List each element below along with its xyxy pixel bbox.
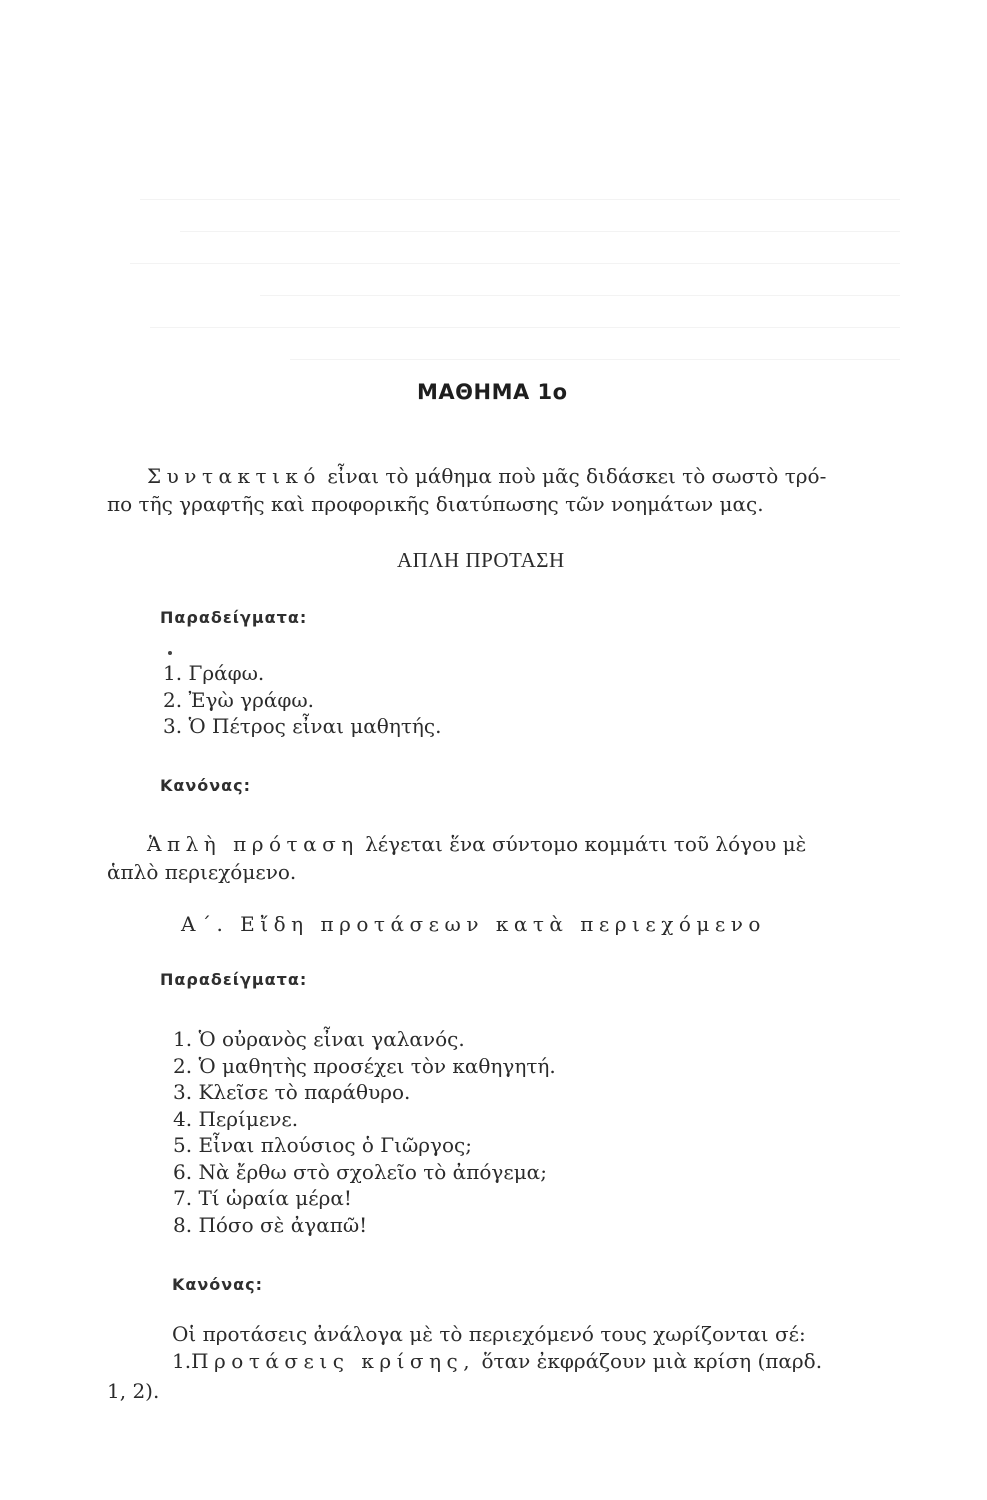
- list-item: [173, 1026, 556, 1053]
- list-item: [173, 1185, 556, 1212]
- rule-1-lead-word: Ἁπλὴ πρόταση: [147, 832, 359, 856]
- item-text: Πόσο σὲ ἀγαπῶ!: [198, 1212, 368, 1237]
- item-text: Εἶναι πλούσιος ὁ Γιῶργος;: [198, 1133, 472, 1157]
- examples-label-2: Παραδείγματα:: [160, 970, 308, 989]
- list-item: [163, 713, 441, 740]
- item-number: 3.: [163, 714, 183, 738]
- item-text: Γράφω.: [188, 661, 265, 685]
- rule-2-line-1: Οἱ προτάσεις ἀνάλογα μὲ τὸ περιεχόμενό τους χωρίζονται σέ:: [172, 1322, 806, 1346]
- subsection-heading: Α΄. Εἴδη προτάσεων κατὰ περιεχόμενο: [181, 912, 766, 936]
- item-number: 4.: [173, 1106, 193, 1131]
- item-number: 2.: [163, 687, 183, 712]
- rule-1-line-1-rest: λέγεται ἕνα σύντομο κομμάτι τοῦ λόγου μὲ: [365, 832, 807, 856]
- rule-1-line-1: [147, 830, 806, 858]
- rule-2-item-lead: Προτάσεις κρίσης,: [191, 1349, 476, 1373]
- item-number: 1.: [163, 661, 183, 685]
- item-text: Ὁ Πέτρος εἶναι μαθητής.: [188, 714, 442, 738]
- intro-line-1-rest: εἶναι τὸ μάθημα ποὺ μᾶς διδάσκει τὸ σωστὸ τρό-: [327, 464, 827, 488]
- item-number: 2.: [173, 1053, 193, 1078]
- list-item: [163, 660, 441, 687]
- examples-list-1: [163, 660, 441, 740]
- rule-2-item: [172, 1347, 822, 1375]
- rule-2-item-rest: ὅταν ἐκφράζουν μιὰ κρίση (παρδ.: [481, 1349, 823, 1373]
- item-text: Ἐγὼ γράφω.: [188, 687, 315, 712]
- list-item: [173, 1212, 556, 1239]
- examples-label-1: Παραδείγματα:: [160, 608, 308, 627]
- item-text: Περίμενε.: [198, 1106, 299, 1131]
- list-item: [173, 1159, 556, 1186]
- rule-label-2: Κανόνας:: [172, 1275, 264, 1294]
- list-item: [173, 1132, 556, 1159]
- rule-2-item-number: 1.: [172, 1349, 192, 1373]
- item-number: 6.: [173, 1159, 193, 1184]
- examples-list-2: [173, 1026, 556, 1238]
- rule-label-1: Κανόνας:: [160, 776, 252, 795]
- item-number: 7.: [173, 1186, 193, 1210]
- rule-1-line-2: ἁπλὸ περιεχόμενο.: [107, 860, 297, 884]
- item-text: Ὁ οὐρανὸς εἶναι γαλανός.: [198, 1027, 465, 1051]
- list-item: [173, 1106, 556, 1133]
- item-number: 5.: [173, 1133, 193, 1157]
- list-item: [173, 1053, 556, 1080]
- item-number: 8.: [173, 1212, 193, 1237]
- item-text: Ὁ μαθητὴς προσέχει τὸν καθηγητή.: [198, 1053, 556, 1078]
- intro-lead-word: Συντακτικό: [147, 464, 321, 488]
- item-number: 3.: [173, 1080, 193, 1104]
- lesson-title: ΜΑΘΗΜΑ 1ο: [417, 380, 568, 404]
- intro-line-1: [147, 462, 826, 490]
- item-number: 1.: [173, 1027, 193, 1051]
- rule-2-item-continuation: 1, 2).: [107, 1379, 160, 1403]
- item-text: Κλεῖσε τὸ παράθυρο.: [198, 1080, 411, 1104]
- list-item: [173, 1079, 556, 1106]
- intro-line-2: πο τῆς γραφτῆς καὶ προφορικῆς διατύπωσης τῶν νοημάτων μας.: [107, 492, 764, 516]
- item-text: Νὰ ἔρθω στὸ σχολεῖο τὸ ἀπόγεμα;: [198, 1159, 547, 1184]
- dot-mark: [168, 651, 172, 655]
- list-item: [163, 687, 441, 714]
- item-text: Τί ὡραία μέρα!: [198, 1186, 352, 1210]
- section-heading: ΑΠΛΗ ΠΡΟΤΑΣΗ: [397, 548, 565, 572]
